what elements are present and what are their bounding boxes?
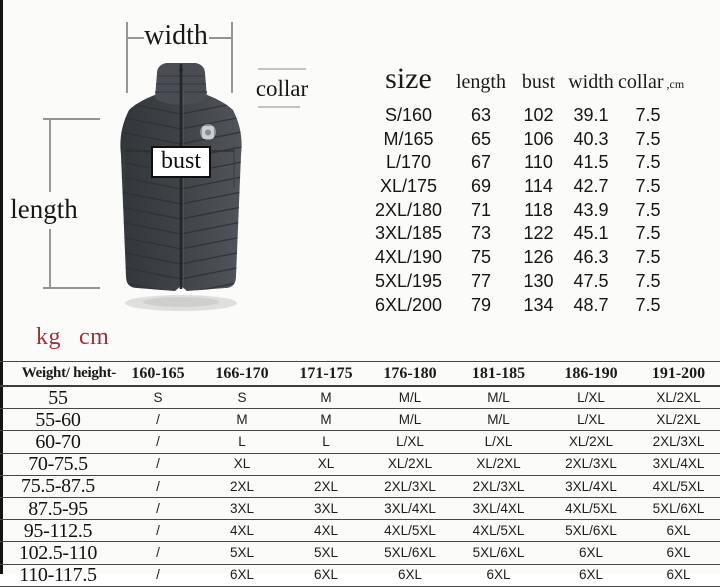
size-measurements-table <box>368 62 718 317</box>
table-row <box>0 409 720 431</box>
table-cell: 3XL/4XL <box>384 500 436 516</box>
table-row <box>0 387 720 409</box>
weight-unit-label: kg <box>36 324 61 350</box>
table-row <box>368 151 718 175</box>
table-cell: 40.3 <box>573 128 609 149</box>
col-header-collar: collar <box>618 71 664 93</box>
table-cell: / <box>156 456 160 472</box>
table-cell: 7.5 <box>635 270 661 291</box>
table-cell: 60-70 <box>35 430 81 453</box>
weight-height-fit-table <box>0 361 720 587</box>
col-header-length: length <box>456 71 506 93</box>
collar-label: collar <box>255 76 309 101</box>
table-cell: 95-112.5 <box>23 519 93 542</box>
heat-button-icon <box>200 124 216 140</box>
table-cell: 6XL <box>666 567 691 583</box>
table-cell: 2XL <box>313 478 339 494</box>
table-cell: 3XL/4XL <box>565 478 617 494</box>
table-row <box>368 270 718 294</box>
table-cell: 39.1 <box>573 105 609 125</box>
table-row <box>0 431 720 453</box>
table-cell: S <box>153 389 163 405</box>
table-cell: / <box>156 434 160 450</box>
table-cell: 3XL/4XL <box>652 456 705 472</box>
table-cell: M/L <box>398 389 422 405</box>
table-row <box>368 104 718 128</box>
table-cell: 2XL/180 <box>374 199 443 220</box>
table-cell: / <box>156 412 160 428</box>
table-cell: M/L <box>487 412 510 428</box>
table-cell: XL/2XL <box>476 456 521 472</box>
table-cell: 118 <box>524 199 553 220</box>
table-cell: 7.5 <box>635 176 661 197</box>
table-cell: 6XL <box>578 545 604 561</box>
table-cell: 5XL/6XL <box>472 545 525 561</box>
table-cell: / <box>156 522 160 538</box>
height-header-0: 160-165 <box>131 364 185 382</box>
table-cell: 126 <box>523 247 554 268</box>
height-header-5: 186-190 <box>564 364 618 382</box>
table-cell: XL/2XL <box>656 412 701 428</box>
table-cell: 79 <box>470 294 492 315</box>
height-header-3: 176-180 <box>383 364 437 382</box>
table-row <box>0 454 720 476</box>
table-cell: XL/2XL <box>387 456 433 472</box>
table-cell: S/160 <box>384 105 433 125</box>
table-cell: 122 <box>523 223 554 244</box>
table-cell: L/XL <box>577 389 605 405</box>
table-cell: 5XL <box>313 545 339 561</box>
table-cell: / <box>156 545 160 561</box>
table-cell: L/XL <box>577 412 605 428</box>
table-cell: L/170 <box>385 152 432 173</box>
table-cell: 4XL/190 <box>374 247 443 268</box>
table-row <box>368 199 718 223</box>
table-cell: 110-117.5 <box>19 564 97 587</box>
table-cell: 71 <box>470 199 492 220</box>
table-cell: S <box>237 389 247 405</box>
table-cell: L/XL <box>484 434 513 450</box>
table-cell: 67 <box>470 152 492 173</box>
table-cell: 2XL/3XL <box>472 478 525 494</box>
table-cell: 45.1 <box>573 223 609 244</box>
table-cell: 55-60 <box>35 408 81 431</box>
table-cell: 7.5 <box>635 199 661 220</box>
table-cell: 63 <box>470 105 492 125</box>
table-cell: 5XL/6XL <box>384 545 436 561</box>
table-cell: 4XL/5XL <box>565 500 617 516</box>
table-cell: M <box>236 412 248 428</box>
table-cell: 6XL <box>666 522 691 538</box>
bust-label: bust <box>151 146 211 178</box>
vest-shadow <box>125 295 237 311</box>
fit-table-body <box>0 387 720 587</box>
table-cell: 130 <box>523 270 554 291</box>
table-cell: 2XL <box>229 478 255 494</box>
table-row <box>0 542 720 564</box>
table-cell: 3XL <box>313 500 339 516</box>
table-cell: 7.5 <box>635 128 661 149</box>
corner-header-weight-height: Weight/ height- <box>21 365 116 381</box>
table-row <box>368 294 718 318</box>
table-cell: XL/2XL <box>656 389 701 405</box>
table-row <box>368 222 718 246</box>
table-cell: 4XL/5XL <box>384 522 436 538</box>
table-cell: 4XL/5XL <box>472 522 525 538</box>
height-header-1: 166-170 <box>215 364 269 382</box>
table-cell: 46.3 <box>573 247 609 268</box>
fit-table-header <box>0 361 720 387</box>
col-header-size: size <box>385 62 432 95</box>
table-cell: 5XL/6XL <box>652 500 705 516</box>
height-header-4: 181-185 <box>471 364 526 382</box>
table-cell: 7.5 <box>635 294 661 315</box>
col-header-bust: bust <box>521 71 556 93</box>
table-cell: 6XL <box>578 567 604 583</box>
table-cell: M <box>320 412 332 428</box>
table-cell: L <box>322 434 330 450</box>
length-label: length <box>10 194 78 224</box>
table-cell: 6XL <box>229 567 255 583</box>
table-cell: 5XL/195 <box>374 270 443 291</box>
height-header-2: 171-175 <box>299 364 353 382</box>
table-cell: 134 <box>523 294 554 315</box>
table-cell: 102 <box>523 105 554 125</box>
table-cell: 3XL <box>229 500 255 516</box>
table-cell: 6XL/200 <box>374 294 443 315</box>
table-cell: 3XL/4XL <box>472 500 525 516</box>
table-cell: M <box>320 389 332 405</box>
table-cell: 102.5-110 <box>18 541 98 564</box>
table-cell: L <box>238 434 246 450</box>
table-row <box>0 476 720 498</box>
table-row <box>368 246 718 270</box>
table-cell: 41.5 <box>573 152 609 173</box>
table-cell: 6XL <box>486 567 511 583</box>
table-cell: 6XL <box>666 545 691 561</box>
table-row <box>368 128 718 152</box>
table-cell: XL/175 <box>379 176 438 197</box>
table-cell: M/165 <box>383 128 434 149</box>
table-cell: M/L <box>398 412 422 428</box>
table-cell: 7.5 <box>635 223 661 244</box>
table-cell: 47.5 <box>573 270 609 291</box>
table-cell: 3XL/185 <box>374 223 443 244</box>
width-label: width <box>144 20 208 51</box>
table-cell: 6XL <box>397 567 423 583</box>
table-cell: 4XL <box>313 522 339 538</box>
table-cell: XL <box>317 456 335 472</box>
table-cell: 42.7 <box>573 176 609 197</box>
table-cell: 106 <box>523 128 554 149</box>
table-cell: 65 <box>470 128 492 149</box>
size-table-body <box>368 104 718 317</box>
col-header-width: width <box>568 71 614 93</box>
table-cell: 2XL/3XL <box>652 434 705 450</box>
units-note <box>36 324 109 351</box>
table-cell: 7.5 <box>635 247 661 268</box>
table-cell: 4XL/5XL <box>652 478 705 494</box>
table-cell: 48.7 <box>573 294 609 315</box>
table-row <box>0 520 720 542</box>
table-row <box>368 175 718 199</box>
table-cell: 2XL/3XL <box>384 478 436 494</box>
table-cell: 110 <box>524 152 553 173</box>
table-cell: 87.5-95 <box>28 497 88 520</box>
table-cell: 7.5 <box>635 105 661 125</box>
table-cell: XL <box>233 456 251 472</box>
table-cell: XL/2XL <box>568 434 614 450</box>
table-cell: 55 <box>48 386 68 409</box>
table-cell: 2XL/3XL <box>565 456 617 472</box>
table-cell: L/XL <box>396 434 424 450</box>
table-cell: M/L <box>487 389 510 405</box>
height-unit-label: cm <box>79 324 110 350</box>
table-row <box>0 565 720 587</box>
table-cell: 75.5-87.5 <box>21 475 95 498</box>
cm-unit-label: ,cm <box>666 77 685 91</box>
table-cell: 7.5 <box>635 152 661 173</box>
table-cell: 77 <box>470 270 492 291</box>
size-table-header <box>368 62 718 104</box>
table-cell: / <box>156 567 160 583</box>
table-cell: 69 <box>470 176 492 197</box>
height-header-6: 191-200 <box>651 364 706 382</box>
table-cell: 43.9 <box>573 199 609 220</box>
table-cell: 73 <box>470 223 492 244</box>
table-cell: 114 <box>524 176 553 197</box>
table-cell: 70-75.5 <box>28 453 88 476</box>
table-cell: 4XL <box>229 522 255 538</box>
table-cell: 75 <box>470 247 492 268</box>
table-cell: 5XL <box>229 545 255 561</box>
table-cell: 5XL/6XL <box>565 522 617 538</box>
table-row <box>0 498 720 520</box>
table-cell: / <box>156 478 160 494</box>
table-cell: / <box>156 500 160 516</box>
table-cell: 6XL <box>313 567 339 583</box>
